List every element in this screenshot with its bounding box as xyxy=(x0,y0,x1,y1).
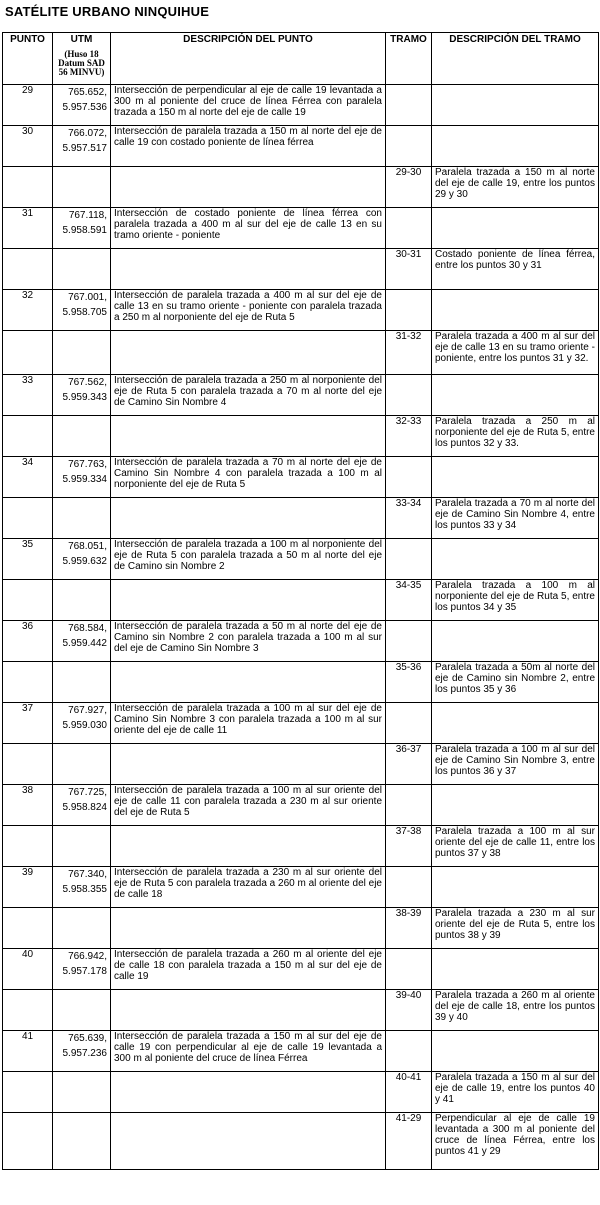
punto-number: 38 xyxy=(3,785,53,826)
empty-punto-cell xyxy=(3,908,53,949)
empty-punto-cell xyxy=(3,662,53,703)
punto-number: 32 xyxy=(3,290,53,331)
empty-description-cell xyxy=(111,826,386,867)
empty-tramo-cell xyxy=(386,539,432,580)
empty-tramo-description-cell xyxy=(432,621,599,662)
header-descripcion-tramo: DESCRIPCIÓN DEL TRAMO xyxy=(432,33,599,85)
boundary-table xyxy=(2,32,599,1170)
punto-number: 29 xyxy=(3,85,53,126)
punto-description: Intersección de paralela trazada a 150 m al sur del eje de calle 19 con perpendicular al eje de calle 19 levantada a 300 m al poniente del cruce de línea Férrea xyxy=(111,1031,386,1072)
empty-utm-cell xyxy=(53,498,111,539)
punto-description: Intersección de costado poniente de línea férrea con paralela trazada a 400 m al sur del eje de calle 13 en su tramo oriente - poniente xyxy=(111,208,386,249)
tramo-number: 41-29 xyxy=(386,1113,432,1170)
table-row-punto xyxy=(3,457,599,498)
tramo-number: 35-36 xyxy=(386,662,432,703)
empty-punto-cell xyxy=(3,1072,53,1113)
tramo-number: 34-35 xyxy=(386,580,432,621)
empty-utm-cell xyxy=(53,990,111,1031)
tramo-number: 37-38 xyxy=(386,826,432,867)
tramo-description: Paralela trazada a 230 m al sur oriente del eje de Ruta 5, entre los puntos 38 y 39 xyxy=(432,908,599,949)
utm-north: 5.957.536 xyxy=(62,102,107,113)
utm-east: 767.118, xyxy=(68,210,107,221)
empty-punto-cell xyxy=(3,331,53,375)
empty-tramo-cell xyxy=(386,867,432,908)
utm-east: 767.927, xyxy=(68,705,107,716)
empty-description-cell xyxy=(111,580,386,621)
punto-description: Intersección de paralela trazada a 50 m al norte del eje de Camino sin Nombre 2 con paralela trazada a 100 m al sur del eje de Camino Sin Nombre 3 xyxy=(111,621,386,662)
empty-description-cell xyxy=(111,1072,386,1113)
empty-utm-cell xyxy=(53,331,111,375)
empty-tramo-description-cell xyxy=(432,457,599,498)
empty-tramo-description-cell xyxy=(432,1031,599,1072)
header-punto: PUNTO xyxy=(3,33,53,85)
tramo-description: Paralela trazada a 70 m al norte del eje de Camino Sin Nombre 4, entre los puntos 33 y 34 xyxy=(432,498,599,539)
table-row-tramo xyxy=(3,580,599,621)
table-row-punto xyxy=(3,867,599,908)
empty-punto-cell xyxy=(3,580,53,621)
tramo-description: Paralela trazada a 250 m al norponiente del eje de Ruta 5, entre los puntos 32 y 33. xyxy=(432,416,599,457)
tramo-description: Paralela trazada a 150 m al sur del eje de calle 19, entre los puntos 40 y 41 xyxy=(432,1072,599,1113)
utm-east: 767.001, xyxy=(68,292,107,303)
empty-description-cell xyxy=(111,990,386,1031)
table-row-tramo xyxy=(3,249,599,290)
empty-utm-cell xyxy=(53,908,111,949)
table-row-tramo xyxy=(3,416,599,457)
utm-coordinates xyxy=(53,1031,111,1072)
empty-punto-cell xyxy=(3,744,53,785)
punto-description: Intersección de paralela trazada a 100 m al norponiente del eje de Ruta 5 con paralela trazada a 50 m al norte del eje de Camino sin Nombre 2 xyxy=(111,539,386,580)
punto-number: 36 xyxy=(3,621,53,662)
empty-utm-cell xyxy=(53,249,111,290)
table-row-tramo xyxy=(3,331,599,375)
tramo-description: Paralela trazada a 260 m al oriente del eje de calle 18, entre los puntos 39 y 40 xyxy=(432,990,599,1031)
empty-description-cell xyxy=(111,498,386,539)
utm-coordinates xyxy=(53,621,111,662)
empty-tramo-description-cell xyxy=(432,703,599,744)
utm-coordinates xyxy=(53,785,111,826)
empty-tramo-cell xyxy=(386,703,432,744)
punto-number: 41 xyxy=(3,1031,53,1072)
punto-number: 35 xyxy=(3,539,53,580)
punto-description: Intersección de paralela trazada a 250 m al norponiente del eje de Ruta 5 con paralela trazada a 70 m al norte del eje de Camino Sin Nombre 4 xyxy=(111,375,386,416)
empty-tramo-description-cell xyxy=(432,867,599,908)
empty-description-cell xyxy=(111,249,386,290)
empty-punto-cell xyxy=(3,1113,53,1170)
table-row-tramo xyxy=(3,662,599,703)
punto-number: 33 xyxy=(3,375,53,416)
table-header-row xyxy=(3,33,599,85)
empty-description-cell xyxy=(111,331,386,375)
empty-punto-cell xyxy=(3,498,53,539)
utm-coordinates xyxy=(53,457,111,498)
empty-tramo-cell xyxy=(386,457,432,498)
empty-utm-cell xyxy=(53,826,111,867)
utm-east: 765.652, xyxy=(68,87,107,98)
tramo-description: Paralela trazada a 50m al norte del eje de Camino sin Nombre 2, entre los puntos 35 y 36 xyxy=(432,662,599,703)
utm-east: 766.072, xyxy=(68,128,107,139)
table-row-tramo xyxy=(3,1072,599,1113)
empty-description-cell xyxy=(111,908,386,949)
punto-number: 30 xyxy=(3,126,53,167)
table-body xyxy=(3,85,599,1170)
utm-north: 5.959.334 xyxy=(62,474,107,485)
utm-north: 5.958.591 xyxy=(62,225,107,236)
header-utm-label: UTM xyxy=(70,34,93,45)
utm-north: 5.959.030 xyxy=(62,720,107,731)
tramo-number: 40-41 xyxy=(386,1072,432,1113)
utm-north: 5.957.178 xyxy=(62,966,107,977)
header-tramo: TRAMO xyxy=(386,33,432,85)
utm-north: 5.959.343 xyxy=(62,392,107,403)
punto-description: Intersección de paralela trazada a 100 m al sur oriente del eje de calle 11 con paralela trazada a 230 m al sur oriente del eje de Ruta 5 xyxy=(111,785,386,826)
punto-description: Intersección de paralela trazada a 70 m al norte del eje de Camino Sin Nombre 4 con paralela trazada a 100 m al norponiente del eje de Ruta 5 xyxy=(111,457,386,498)
utm-east: 765.639, xyxy=(68,1033,107,1044)
empty-punto-cell xyxy=(3,167,53,208)
table-row-punto xyxy=(3,1031,599,1072)
empty-tramo-description-cell xyxy=(432,208,599,249)
tramo-number: 31-32 xyxy=(386,331,432,375)
document-title: SATÉLITE URBANO NINQUIHUE xyxy=(5,4,210,19)
empty-tramo-description-cell xyxy=(432,949,599,990)
empty-utm-cell xyxy=(53,662,111,703)
utm-coordinates xyxy=(53,703,111,744)
utm-east: 766.942, xyxy=(68,951,107,962)
utm-north: 5.957.517 xyxy=(62,143,107,154)
utm-coordinates xyxy=(53,208,111,249)
table-row-punto xyxy=(3,85,599,126)
empty-tramo-description-cell xyxy=(432,539,599,580)
empty-utm-cell xyxy=(53,416,111,457)
empty-tramo-description-cell xyxy=(432,785,599,826)
empty-tramo-cell xyxy=(386,208,432,249)
utm-north: 5.957.236 xyxy=(62,1048,107,1059)
empty-tramo-cell xyxy=(386,1031,432,1072)
tramo-number: 39-40 xyxy=(386,990,432,1031)
utm-coordinates xyxy=(53,126,111,167)
punto-description: Intersección de paralela trazada a 230 m al sur oriente del eje de Ruta 5 con paralela trazada a 260 m al oriente del eje de calle 18 xyxy=(111,867,386,908)
table-row-tramo xyxy=(3,908,599,949)
empty-description-cell xyxy=(111,416,386,457)
tramo-number: 36-37 xyxy=(386,744,432,785)
utm-east: 768.051, xyxy=(68,541,107,552)
empty-tramo-description-cell xyxy=(432,126,599,167)
empty-utm-cell xyxy=(53,744,111,785)
utm-east: 767.340, xyxy=(68,869,107,880)
table-row-punto xyxy=(3,208,599,249)
utm-north: 5.958.355 xyxy=(62,884,107,895)
empty-tramo-description-cell xyxy=(432,375,599,416)
header-utm-note: (Huso 18 Datum SAD 56 MINVU) xyxy=(58,49,105,77)
punto-description: Intersección de paralela trazada a 260 m al oriente del eje de calle 18 con paralela trazada a 150 m al sur del eje de calle 19 xyxy=(111,949,386,990)
table-row-punto xyxy=(3,949,599,990)
table-row-punto xyxy=(3,290,599,331)
utm-coordinates xyxy=(53,539,111,580)
empty-description-cell xyxy=(111,744,386,785)
empty-tramo-cell xyxy=(386,621,432,662)
tramo-description: Paralela trazada a 100 m al sur oriente del eje de calle 11, entre los puntos 37 y 38 xyxy=(432,826,599,867)
table-row-punto xyxy=(3,375,599,416)
empty-punto-cell xyxy=(3,826,53,867)
utm-east: 768.584, xyxy=(68,623,107,634)
empty-description-cell xyxy=(111,167,386,208)
tramo-number: 29-30 xyxy=(386,167,432,208)
table-row-tramo xyxy=(3,167,599,208)
empty-punto-cell xyxy=(3,416,53,457)
punto-number: 37 xyxy=(3,703,53,744)
header-utm xyxy=(53,33,111,85)
empty-tramo-cell xyxy=(386,785,432,826)
punto-number: 40 xyxy=(3,949,53,990)
tramo-description: Costado poniente de línea férrea, entre los puntos 30 y 31 xyxy=(432,249,599,290)
utm-coordinates xyxy=(53,290,111,331)
punto-description: Intersección de paralela trazada a 100 m al sur del eje de Camino Sin Nombre 3 con paralela trazada a 100 m al sur oriente del eje de calle 11 xyxy=(111,703,386,744)
table-row-punto xyxy=(3,703,599,744)
punto-number: 31 xyxy=(3,208,53,249)
tramo-number: 38-39 xyxy=(386,908,432,949)
utm-coordinates xyxy=(53,85,111,126)
utm-coordinates xyxy=(53,867,111,908)
table-row-punto xyxy=(3,539,599,580)
punto-number: 34 xyxy=(3,457,53,498)
empty-description-cell xyxy=(111,1113,386,1170)
header-descripcion-punto: DESCRIPCIÓN DEL PUNTO xyxy=(111,33,386,85)
tramo-description: Paralela trazada a 100 m al norponiente del eje de Ruta 5, entre los puntos 34 y 35 xyxy=(432,580,599,621)
punto-description: Intersección de paralela trazada a 150 m al norte del eje de calle 19 con costado poniente de línea férrea xyxy=(111,126,386,167)
tramo-description: Paralela trazada a 100 m al sur del eje de Camino Sin Nombre 3, entre los puntos 36 y 37 xyxy=(432,744,599,785)
empty-utm-cell xyxy=(53,1072,111,1113)
utm-coordinates xyxy=(53,375,111,416)
tramo-description: Perpendicular al eje de calle 19 levantada a 300 m al poniente del cruce de línea Férrea, entre los puntos 41 y 29 xyxy=(432,1113,599,1170)
tramo-number: 30-31 xyxy=(386,249,432,290)
empty-tramo-description-cell xyxy=(432,85,599,126)
table-row-tramo xyxy=(3,744,599,785)
utm-east: 767.763, xyxy=(68,459,107,470)
empty-description-cell xyxy=(111,662,386,703)
table-row-punto xyxy=(3,785,599,826)
empty-utm-cell xyxy=(53,1113,111,1170)
empty-tramo-cell xyxy=(386,290,432,331)
table-row-tramo xyxy=(3,990,599,1031)
table-row-tramo xyxy=(3,1113,599,1170)
utm-north: 5.958.824 xyxy=(62,802,107,813)
tramo-number: 33-34 xyxy=(386,498,432,539)
tramo-description: Paralela trazada a 400 m al sur del eje de calle 13 en su tramo oriente - poniente, entre los puntos 31 y 32. xyxy=(432,331,599,375)
empty-tramo-cell xyxy=(386,85,432,126)
tramo-description: Paralela trazada a 150 m al norte del eje de calle 19, entre los puntos 29 y 30 xyxy=(432,167,599,208)
empty-tramo-cell xyxy=(386,375,432,416)
empty-punto-cell xyxy=(3,249,53,290)
empty-tramo-description-cell xyxy=(432,290,599,331)
utm-east: 767.562, xyxy=(68,377,107,388)
table-row-tramo xyxy=(3,826,599,867)
empty-utm-cell xyxy=(53,580,111,621)
utm-coordinates xyxy=(53,949,111,990)
empty-tramo-cell xyxy=(386,126,432,167)
table-row-tramo xyxy=(3,498,599,539)
table-row-punto xyxy=(3,126,599,167)
empty-tramo-cell xyxy=(386,949,432,990)
tramo-number: 32-33 xyxy=(386,416,432,457)
utm-east: 767.725, xyxy=(68,787,107,798)
utm-north: 5.959.632 xyxy=(62,556,107,567)
empty-punto-cell xyxy=(3,990,53,1031)
utm-north: 5.958.705 xyxy=(62,307,107,318)
punto-description: Intersección de perpendicular al eje de calle 19 levantada a 300 m al poniente del cruce de línea Férrea con paralela trazada a 150 m al norte del eje de calle 19 xyxy=(111,85,386,126)
table-row-punto xyxy=(3,621,599,662)
punto-description: Intersección de paralela trazada a 400 m al sur del eje de calle 13 en su tramo oriente - poniente con paralela trazada a 250 m al norponiente del eje de Ruta 5 xyxy=(111,290,386,331)
punto-number: 39 xyxy=(3,867,53,908)
empty-utm-cell xyxy=(53,167,111,208)
utm-north: 5.959.442 xyxy=(62,638,107,649)
